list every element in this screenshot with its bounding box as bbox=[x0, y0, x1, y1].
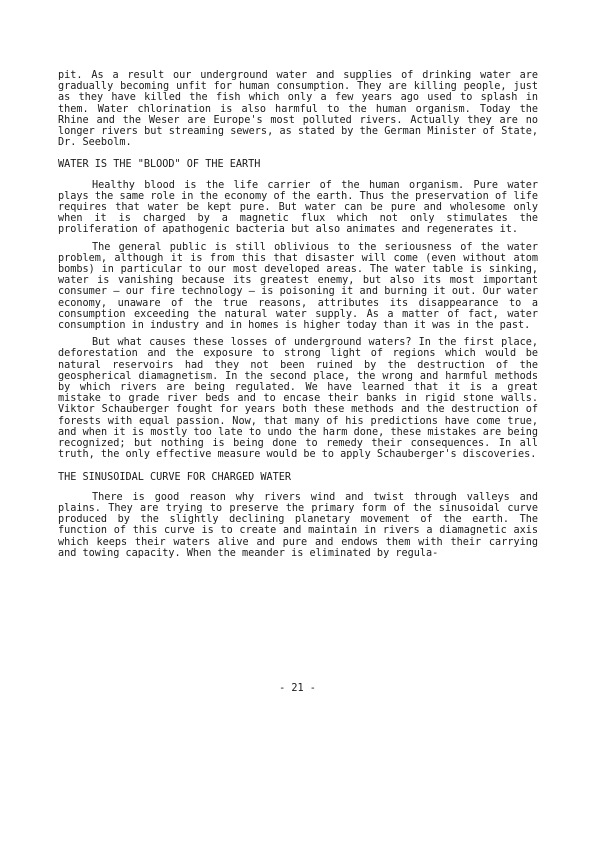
page-number: - 21 - bbox=[279, 683, 316, 694]
section-heading-sinusoidal-curve: THE SINUSOIDAL CURVE FOR CHARGED WATER bbox=[58, 471, 292, 483]
page-body bbox=[58, 70, 538, 559]
paragraph-underground-losses: But what causes these losses of underground waters? In the first place, deforestation and the exposure to strong light of regions which would be natural reservoirs had they not been ruined by the destruction of the geospherical diamagnetism. In the second place, the wrong and harmful methods by which rivers are being regulated. We have learned that it is a great mistake to grade river beds and to encase their banks in rigid stone walls. Viktor Schauberger fought for years both these methods and the destruction of forests with equal passion. Now, that many of his predictions have come true, and when it is mostly too late to undo the harm done, these mistakes are being recognized; but nothing is being done to remedy their consequences. In all truth, the only effective measure would be to apply Schauberger's discoveries. bbox=[58, 337, 538, 461]
paragraph-rivers-wind: There is good reason why rivers wind and twist through valleys and plains. They are trying to preserve the primary form of the sinusoidal curve produced by the slightly declining planetary movement of the earth. The function of this curve is to create and maintain in rivers a diamagnetic axis which keeps their waters alive and pure and endows them with their carrying and towing capacity. When the meander is eliminated by regula- bbox=[58, 491, 538, 559]
section-heading-blood-of-earth: WATER IS THE "BLOOD" OF THE EARTH bbox=[58, 159, 261, 171]
paragraph-general-public: The general public is still oblivious to the seriousness of the water problem, although it is from this that disaster will come (even without atom bombs) in particular to our most developed areas. The water table is sinking, water is vanishing because its greatest enemy, but also its most important consumer — our fire technology — is poisoning it and burning it out. Our water economy, unaware of the true reasons, attributes its disappearance to a consumption exceeding the natural water supply. As a matter of fact, water consumption in industry and in homes is higher today than it was in the past. bbox=[58, 241, 538, 332]
continuation-paragraph: pit. As a result our underground water and supplies of drinking water are gradually becoming unfit for human consumption. They are killing people, just as they have killed the fish which only a few years ago used to splash in them. Water chlorination is also harmful to the human organism. Today the Rhine and the Weser are Europe's most polluted rivers. Actually they are no longer rivers but streaming sewers, as stated by the German Minister of State, Dr. Seebolm. bbox=[58, 70, 538, 149]
paragraph-healthy-blood: Healthy blood is the life carrier of the human organism. Pure water plays the same role in the economy of the earth. Thus the preservation of life requires that water be kept pure. But water can be pure and wholesome only when it is charged by a magnetic flux which not only stimulates the proliferation of apathogenic bacteria but also animates and regenerates it. bbox=[58, 179, 538, 236]
